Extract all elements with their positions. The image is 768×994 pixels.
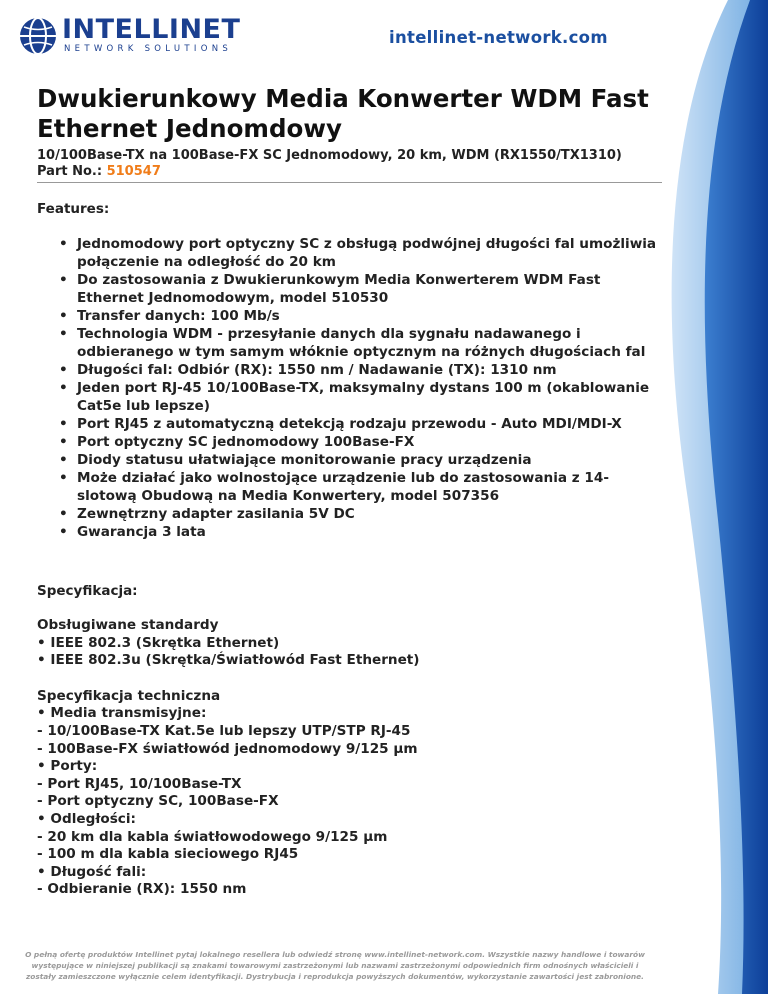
part-number <box>37 164 662 180</box>
part-number-label: Part No.: <box>37 164 103 179</box>
intellinet-logo[interactable] <box>18 14 241 58</box>
feature-item: • Do zastosowania z Dwukierunkowym Media Konwerterem WDM Fast Ethernet Jednomodowym, model 510530 <box>77 271 662 307</box>
logo-tagline: NETWORK SOLUTIONS <box>64 44 233 54</box>
feature-item: • Jeden port RJ-45 10/100Base-TX, maksymalny dystans 100 m (okablowanie Cat5e lub lepsze) <box>77 379 662 415</box>
globe-logo-icon <box>18 16 58 56</box>
part-number-value: 510547 <box>106 164 161 179</box>
spec-line: • Media transmisyjne: <box>37 705 207 722</box>
feature-item: • Gwarancja 3 lata <box>77 523 662 541</box>
spec-line: - Odbieranie (RX): 1550 nm <box>37 881 247 898</box>
legal-footer: O pełną ofertę produktów Intellinet pytaj lokalnego resellera lub odwiedź stronę www.intellinet-network.com. Wszystkie nazwy handlowe i towarów występujące w niniejszej publikacji są znakami towarowymi zastrzeżonymi lub nazwami zastrzeżonymi odpowiednich firm odnośnych właścicieli i zostały zamieszczone wyłącznie celem identyfikacji. Dystrybucja i reprodukcja powyższych dokumentów, wykorzystanie zawartości jest zabronione. <box>25 950 645 981</box>
website-link[interactable]: intellinet-network.com <box>389 28 608 47</box>
feature-item: • Transfer danych: 100 Mb/s <box>77 307 662 325</box>
spec-line: • Długość fali: <box>37 863 147 880</box>
feature-item: • Technologia WDM - przesyłanie danych dla sygnału nadawanego i odbieranego w tym samym włóknie optycznym na różnych długościach fal <box>77 325 662 361</box>
decorative-swoosh <box>658 0 768 994</box>
logo-wordmark: INTELLINET <box>62 14 241 45</box>
specs-heading: Specyfikacja: <box>37 583 138 599</box>
product-title: Dwukierunkowy Media Konwerter WDM Fast Ethernet Jednomdowy <box>37 84 649 143</box>
title-divider <box>37 182 662 183</box>
features-list <box>37 235 662 541</box>
feature-item: • Długości fal: Odbiór (RX): 1550 nm / Nadawanie (TX): 1310 nm <box>77 361 662 379</box>
standards-title: Obsługiwane standardy <box>37 617 219 633</box>
product-subtitle: 10/100Base-TX na 100Base-FX SC Jednomodowy, 20 km, WDM (RX1550/TX1310) <box>37 148 622 163</box>
feature-item: • Port RJ45 z automatyczną detekcją rodzaju przewodu - Auto MDI/MDI-X <box>77 415 662 433</box>
datasheet-content <box>37 84 662 899</box>
features-heading: Features: <box>37 201 110 217</box>
spec-line: - Port optyczny SC, 100Base-FX <box>37 793 279 810</box>
technical-title: Specyfikacja techniczna <box>37 687 221 704</box>
spec-line: - 100Base-FX światłowód jednomodowy 9/125 µm <box>37 740 418 757</box>
spec-line: - Port RJ45, 10/100Base-TX <box>37 775 242 792</box>
spec-line: • IEEE 802.3u (Skrętka/Światłowód Fast Ethernet) <box>37 652 420 669</box>
spec-line: - 20 km dla kabla światłowodowego 9/125 µm <box>37 828 388 845</box>
feature-item: • Diody statusu ułatwiające monitorowanie pracy urządzenia <box>77 451 662 469</box>
spec-line: - 100 m dla kabla sieciowego RJ45 <box>37 846 299 863</box>
spec-line: • Porty: <box>37 758 98 775</box>
technical-block <box>37 688 662 899</box>
standards-block <box>37 617 662 670</box>
spec-line: • IEEE 802.3 (Skrętka Ethernet) <box>37 634 280 651</box>
feature-item: • Zewnętrzny adapter zasilania 5V DC <box>77 505 662 523</box>
feature-item: • Jednomodowy port optyczny SC z obsługą podwójnej długości fal umożliwia połączenie na odległość do 20 km <box>77 235 662 271</box>
spec-line: • Odległości: <box>37 810 136 827</box>
feature-item: • Port optyczny SC jednomodowy 100Base-FX <box>77 433 662 451</box>
spec-line: - 10/100Base-TX Kat.5e lub lepszy UTP/STP RJ-45 <box>37 722 411 739</box>
feature-item: • Może działać jako wolnostojące urządzenie lub do zastosowania z 14-slotową Obudową na Media Konwertery, model 507356 <box>77 469 662 505</box>
